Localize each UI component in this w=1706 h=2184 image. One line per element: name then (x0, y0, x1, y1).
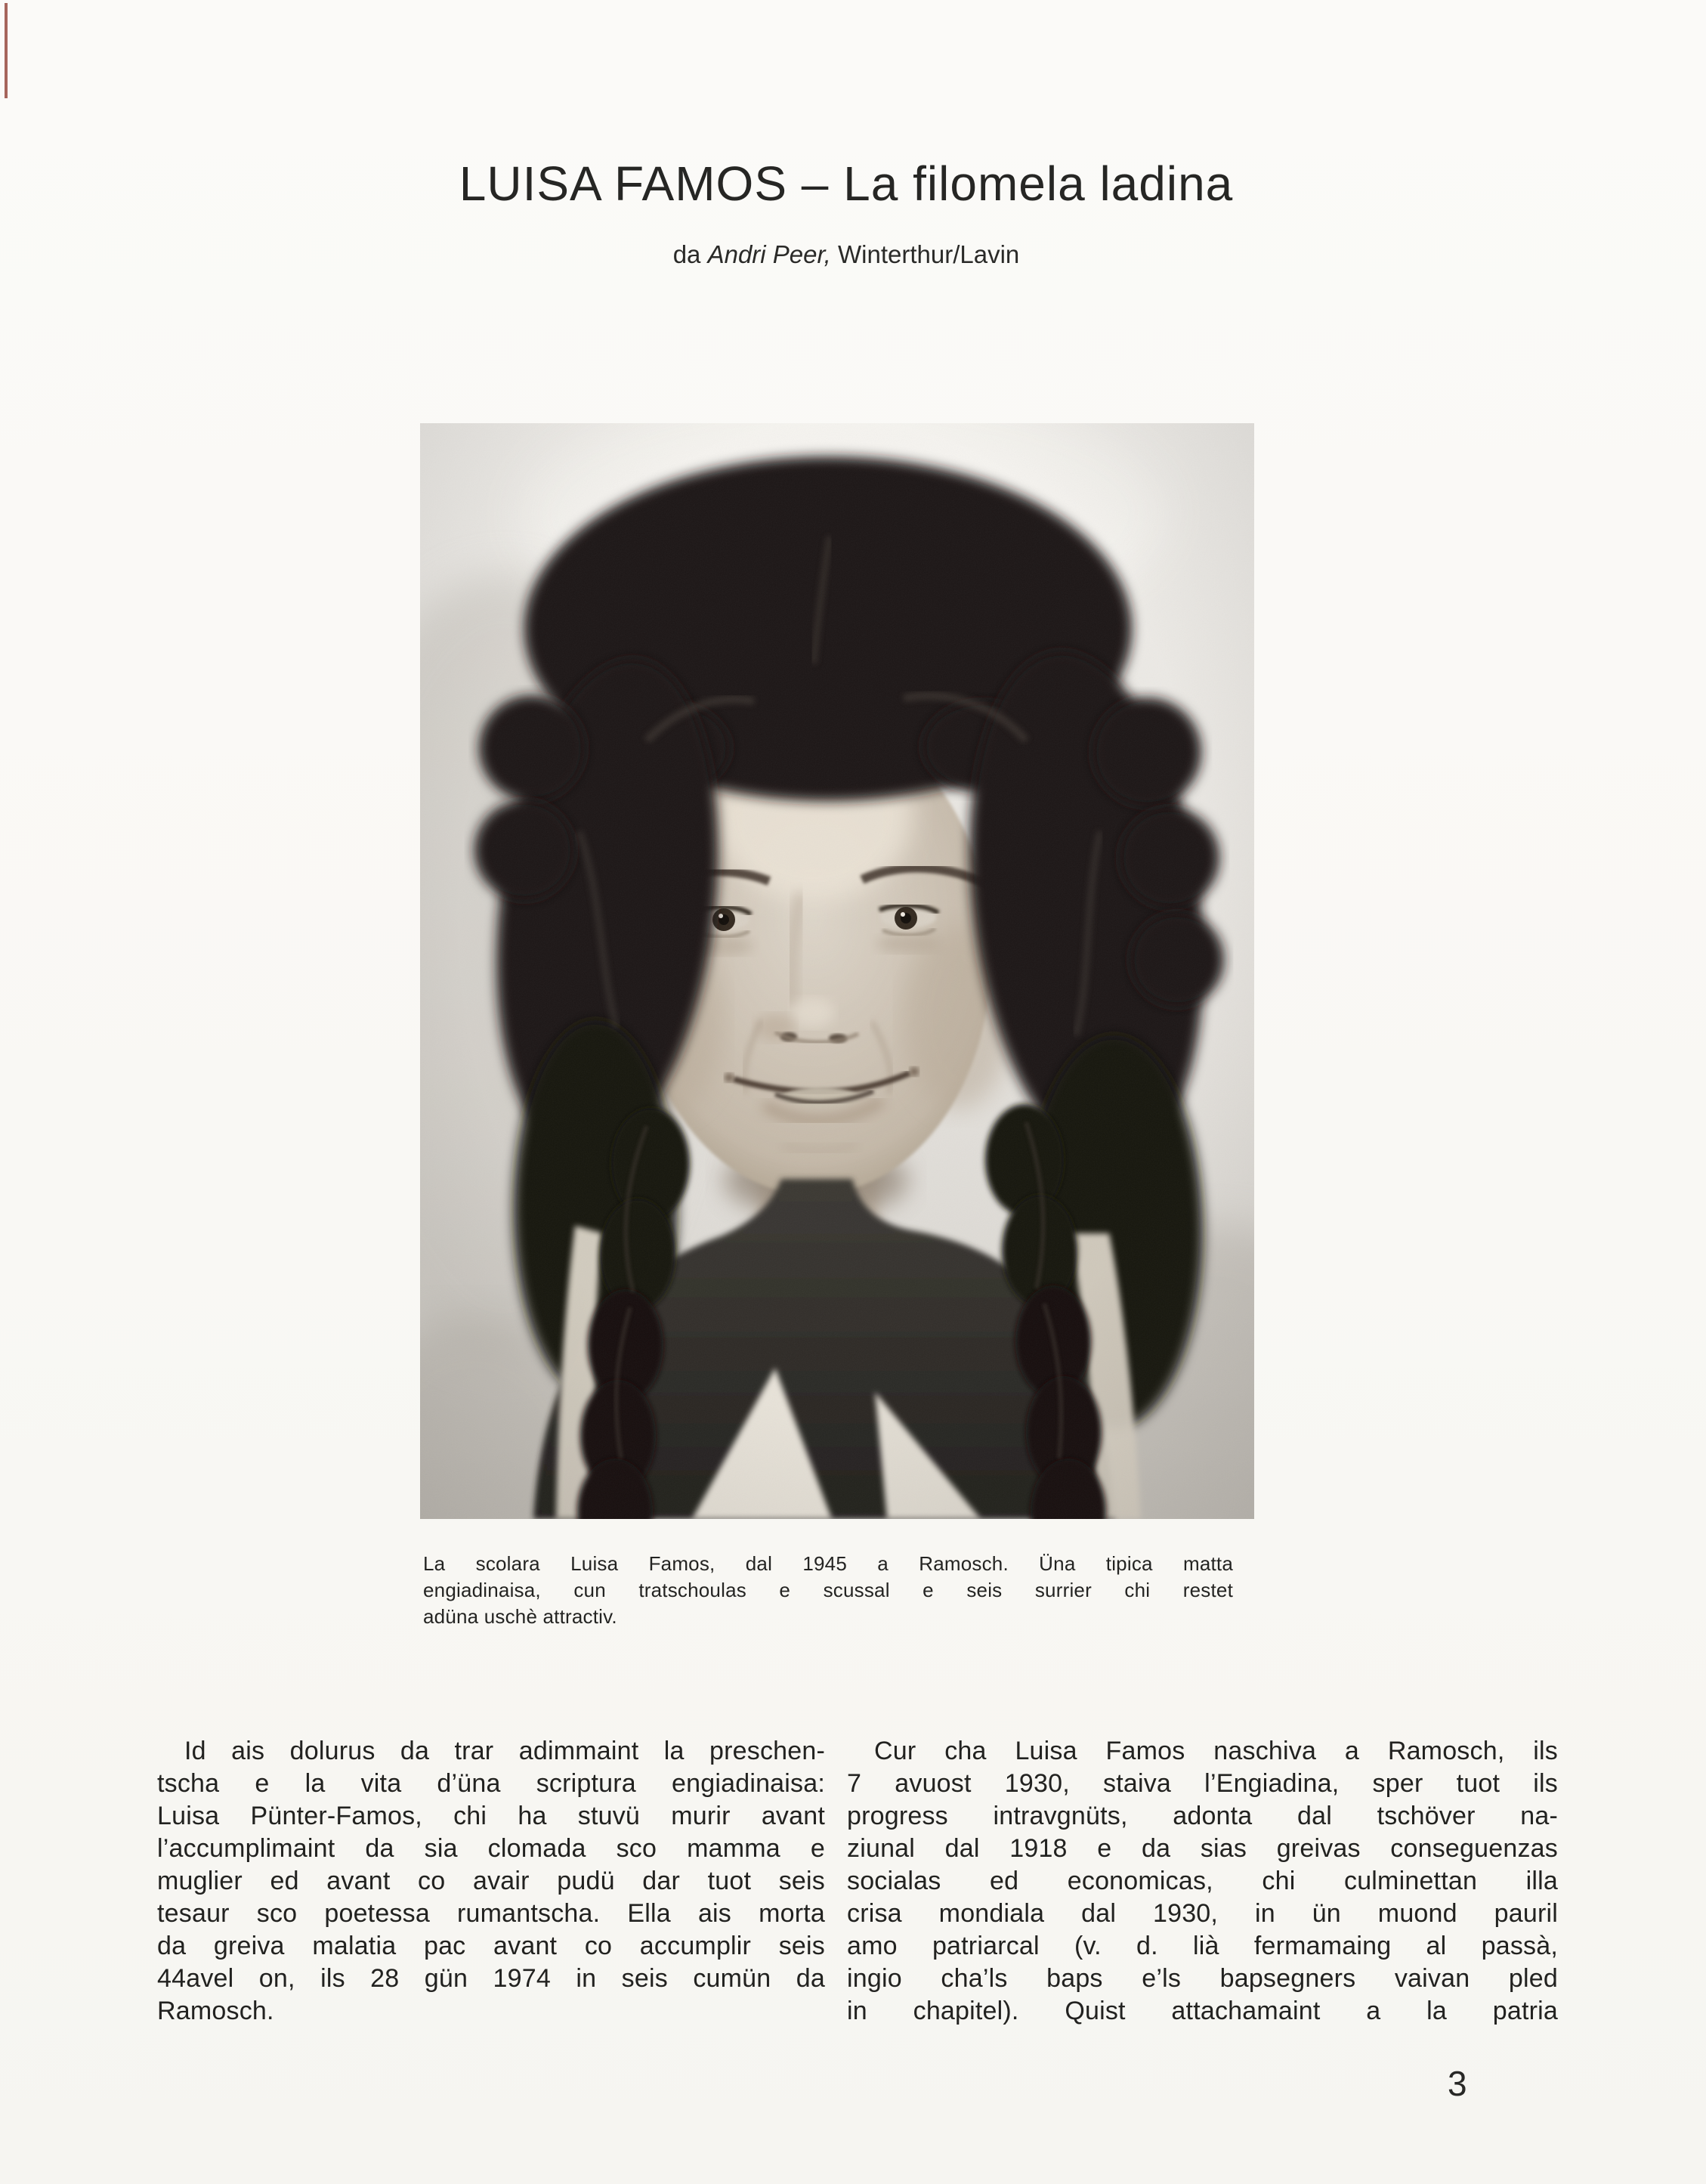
body-line: progress intravgnüts, adonta dal tschöver na- (847, 1802, 1558, 1830)
article-column-right (847, 1735, 1558, 2028)
photo-caption (423, 1551, 1233, 1630)
body-line: tesaur sco poetessa rumantscha. Ella ais morta (157, 1899, 825, 1928)
portrait-photo (420, 423, 1254, 1519)
body-line: l’accumplimaint da sia clomada sco mamma e (157, 1834, 825, 1863)
body-line: da greiva malatia pac avant co accumplir seis (157, 1932, 825, 1960)
caption-line: adüna uschè attractiv. (423, 1605, 617, 1628)
body-line: muglier ed avant co avair pudü dar tuot seis (157, 1867, 825, 1895)
body-line: amo patriarcal (v. d. lià fermamaing al passà, (847, 1932, 1558, 1960)
caption-line: engiadinaisa, cun tratschoulas e scussal e seis surrier chi restet (423, 1579, 1233, 1601)
byline-prefix: da (672, 240, 708, 268)
body-line: crisa mondiala dal 1930, in ün muond pauril (847, 1899, 1558, 1928)
scan-edge-artifact (5, 3, 8, 98)
article-column-left (157, 1735, 825, 2028)
body-line: Ramosch. (157, 1997, 274, 2025)
body-line: Id ais dolurus da trar adimmaint la preschen- (184, 1737, 825, 1765)
body-line: Cur cha Luisa Famos naschiva a Ramosch, ils (874, 1737, 1558, 1765)
body-line: tscha e la vita d’üna scriptura engiadinaisa: (157, 1769, 825, 1798)
body-line: ingio cha’ls baps e’ls bapsegners vaivan pled (847, 1964, 1558, 1993)
body-line: 7 avuost 1930, staiva l’Engiadina, sper tuot ils (847, 1769, 1558, 1798)
byline-location: Winterthur/Lavin (830, 240, 1020, 268)
body-line: ziunal dal 1918 e da sias greivas conseguenzas (847, 1834, 1558, 1863)
body-line: 44avel on, ils 28 gün 1974 in seis cumün da (157, 1964, 825, 1993)
portrait-figure (420, 423, 1254, 1519)
body-line: socialas ed economicas, chi culminettan illa (847, 1867, 1558, 1895)
caption-line: La scolara Luisa Famos, dal 1945 a Ramosch. Üna tipica matta (423, 1552, 1233, 1575)
page-number: 3 (1448, 2064, 1467, 2103)
article-byline (0, 240, 1692, 269)
byline-author: Andri Peer, (707, 240, 831, 268)
article-title: LUISA FAMOS – La filomela ladina (459, 156, 1234, 211)
body-line: in chapitel). Quist attachamaint a la patria (847, 1997, 1558, 2025)
body-line: Luisa Pünter-Famos, chi ha stuvü murir avant (157, 1802, 825, 1830)
